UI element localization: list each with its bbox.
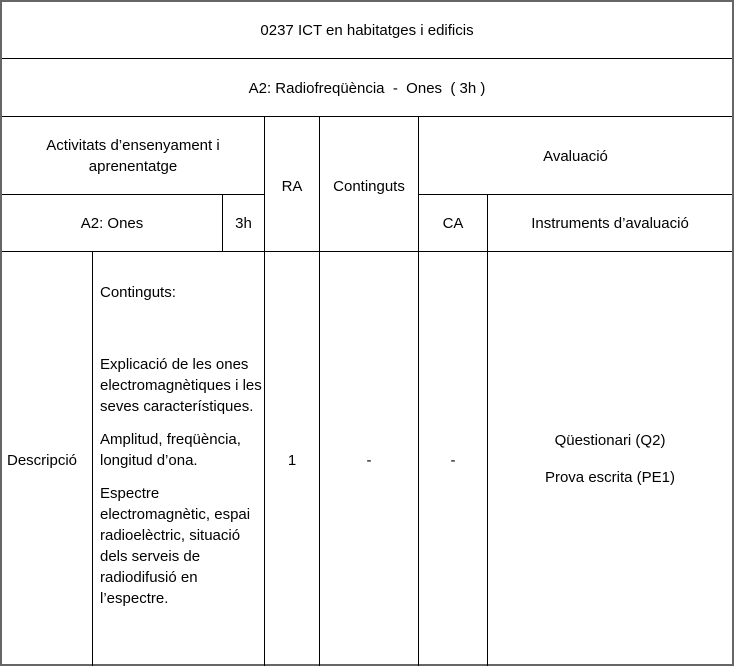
rule	[92, 251, 93, 666]
module-title: 0237 ICT en habitatges i edificis	[260, 22, 474, 39]
rule	[418, 116, 419, 666]
content-item: Explicació de les ones electromagnètiques i les seves característiques.	[100, 356, 262, 415]
activity-name: A2: Ones	[80, 215, 144, 232]
rule	[2, 116, 732, 117]
rule	[319, 116, 320, 666]
ca-value: -	[450, 452, 456, 469]
rule	[264, 116, 265, 666]
ra-header: RA	[281, 178, 303, 195]
ra-value: 1	[287, 452, 297, 469]
row-label: Descripció	[7, 452, 78, 469]
rule	[2, 194, 264, 195]
activities-header: Activitats d’ensenyament i aprenentatge	[46, 137, 220, 175]
description-content	[100, 282, 264, 609]
ca-header: CA	[442, 215, 464, 232]
avaluacio-header: Avaluació	[543, 148, 608, 165]
continguts-value: -	[366, 452, 372, 469]
content-item: Espectre electromagnètic, espai radioelèctric, situació dels serveis de radiodifusió en l’espectre.	[100, 485, 251, 607]
activity-header: A2: Radiofreqüència - Ones ( 3h )	[248, 80, 486, 97]
activity-hours: 3h	[235, 215, 252, 232]
content-heading: Continguts:	[100, 284, 176, 301]
instrument-item: Prova escrita (PE1)	[544, 469, 676, 486]
rule	[2, 251, 732, 252]
rule	[2, 58, 732, 59]
instruments-header: Instruments d’avaluació	[531, 215, 689, 232]
content-item: Amplitud, freqüència, longitud d’ona.	[100, 431, 241, 469]
instrument-item: Qüestionari (Q2)	[554, 432, 666, 449]
rule	[418, 194, 732, 195]
continguts-header: Continguts	[333, 178, 405, 195]
